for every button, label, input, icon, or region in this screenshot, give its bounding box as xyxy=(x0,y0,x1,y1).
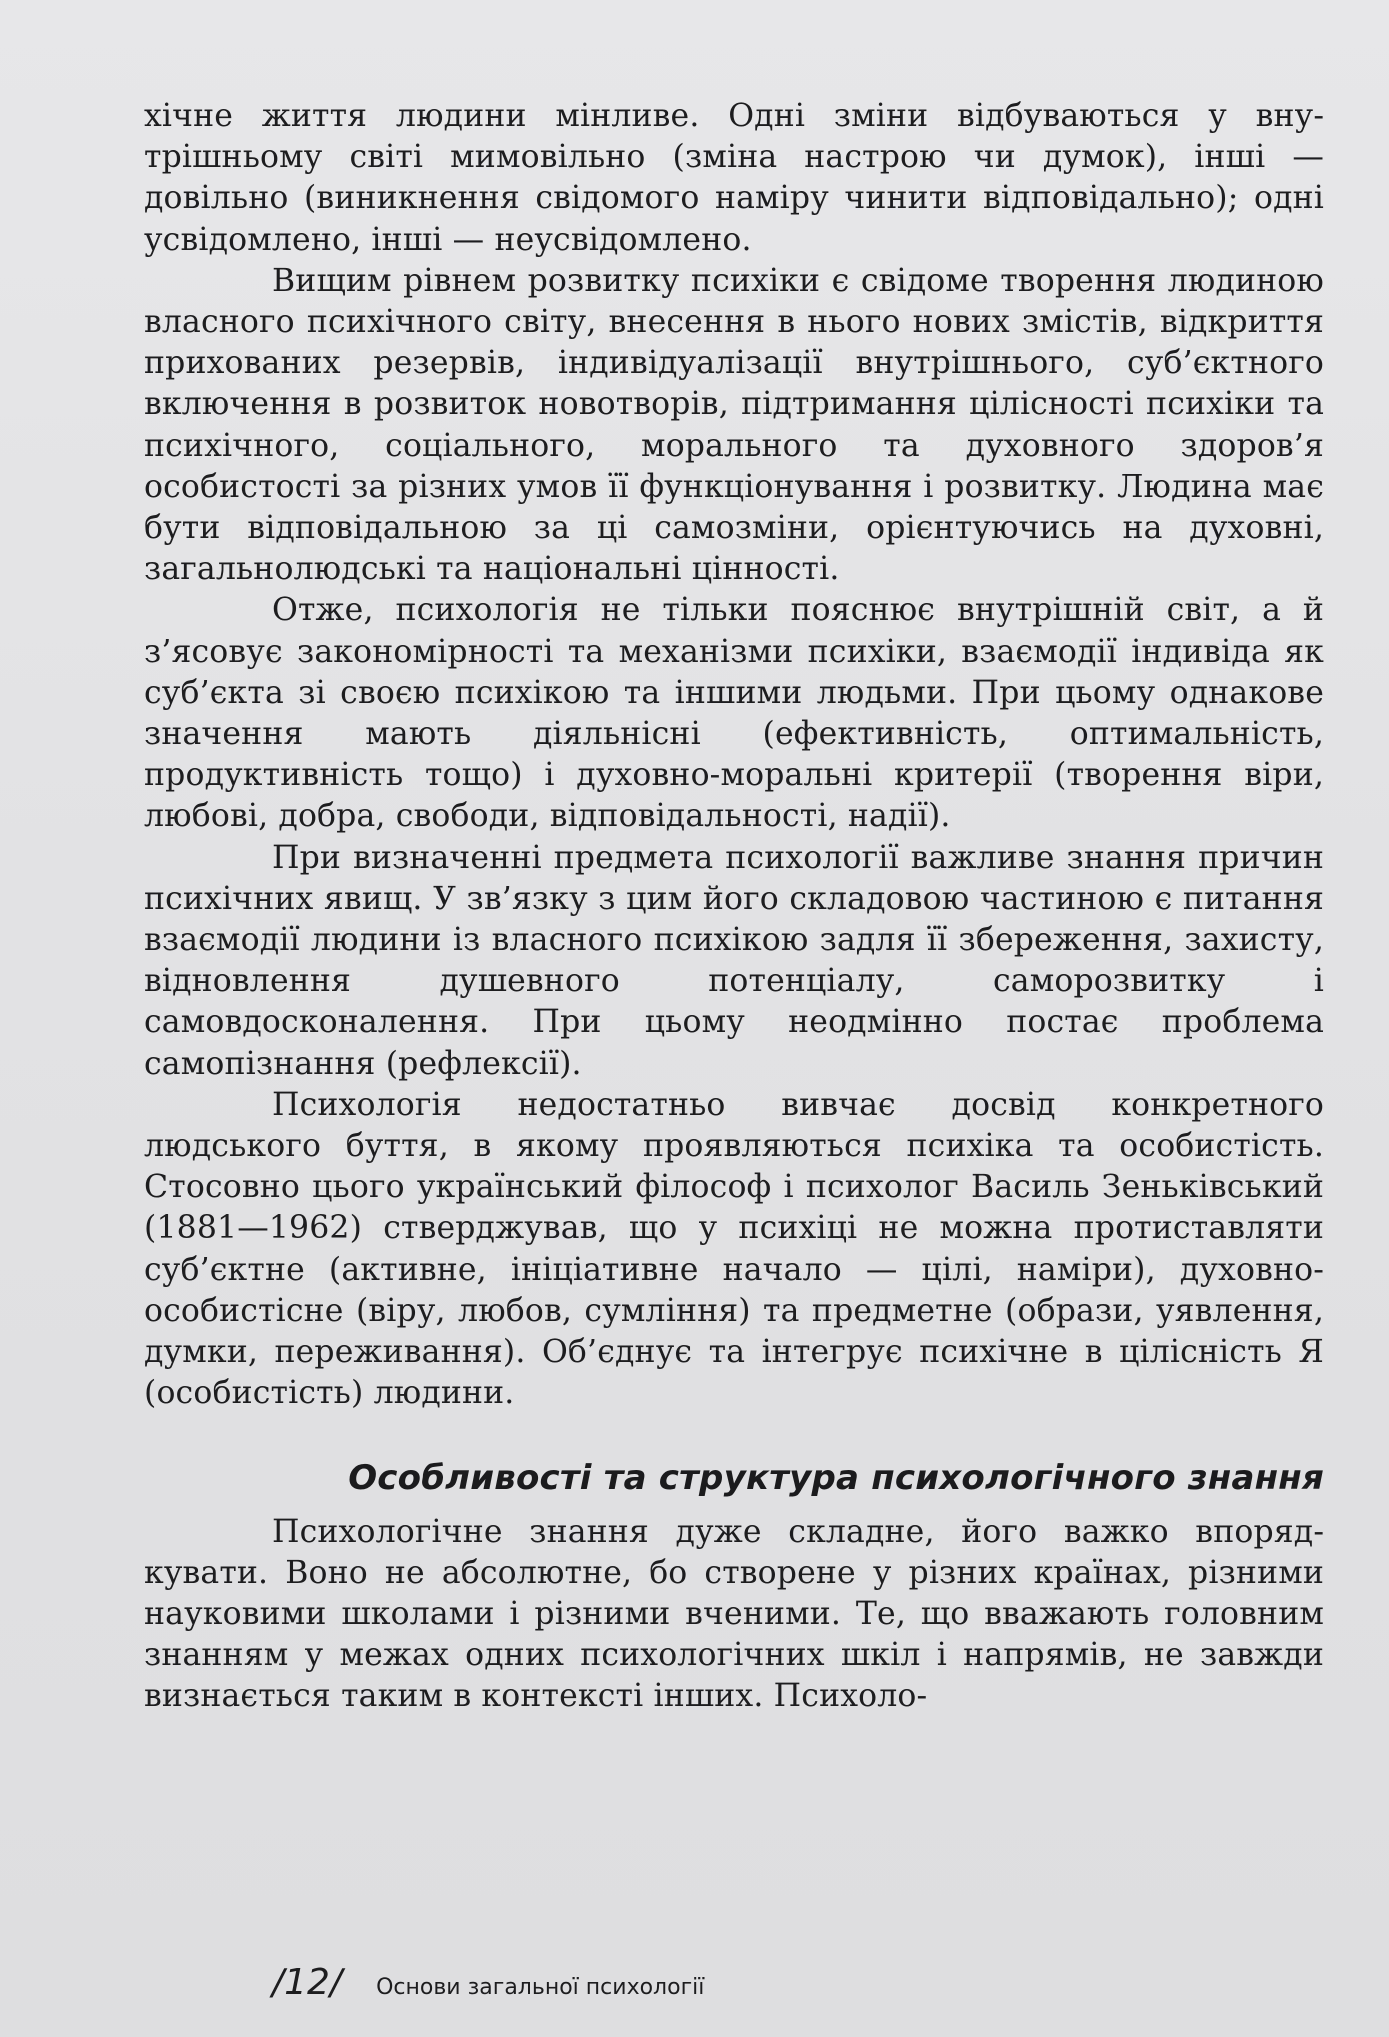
page-footer xyxy=(272,1962,704,2003)
section-paragraph: Психологічне знання дуже складне, його важко впорядкувати. Воно не абсолютне, бо створене у різних країнах, різними науковими школами і різними вченими. Те, що вважають головним знанням у межах одних психологічних шкіл і напрямів, не завжди визнається таким в контексті інших. Психоло- xyxy=(144,1513,1324,1715)
body-paragraph-1: хічне життя людини мінливе. Одні зміни відбуваються у внутрішньому світі мимовільно (зміна настрою чи думок), інші — довільно (виникнення свідомого наміру чинити відповідально); одні усвідомлено, інші — неусвідомлено. xyxy=(144,98,1324,258)
book-page-content xyxy=(144,96,1324,1718)
section-heading: Особливості та структура психологічного знання xyxy=(348,1457,1324,1498)
body-paragraph-2: Вищим рівнем розвитку психіки є свідоме творення людиною власного психічного світу, внесення в нього нових змістів, відкриття прихованих резервів, індивідуалізації внутрішнього, суб’єктного включення в розвиток новотворів, підтримання цілісності психіки та психічного, соціального, морального та духовного здоров’я особистості за різних умов її функціонування і розвитку. Людина має бути відповідальною за ці самозміни, орієнтуючись на духовні, загальнолюдські та національні цінності. xyxy=(144,262,1324,588)
body-paragraph-5: Психологія недостатньо вивчає досвід конкретного людського буття, в якому проявляються психіка та особистість. Стосовно цього український філософ і психолог Василь Зеньківський (1881—1962) стверджував, що у психіці не можна протиставляти суб’єктне (активне, ініціативне начало — цілі, наміри), духовно-особистісне (віру, любов, сумління) та предметне (образи, уявлення, думки, переживання). Об’єднує та інтегрує психічне в цілісність Я (особистість) людини. xyxy=(144,1086,1324,1412)
page-number: /12/ xyxy=(272,1962,343,2003)
body-paragraph-3: Отже, психологія не тільки пояснює внутрішній світ, а й з’ясовує закономірності та механізми психіки, взаємодії індивіда як суб’єкта зі своєю психікою та іншими людьми. При цьому однакове значення мають діяльнісні (ефективність, оптимальність, продуктивність тощо) і духовно-моральні критерії (творення віри, любові, добра, свободи, відповідальності, надії). xyxy=(144,592,1324,835)
running-footer-title: Основи загальної психології xyxy=(376,1975,705,2000)
body-paragraph-4: При визначенні предмета психології важливе знання причин психічних явищ. У зв’язку з цим його складовою частиною є питання взаємодії людини із власного психікою задля її збереження, захисту, відновлення душевного потенціалу, саморозвитку і самовдосконалення. При цьому неодмінно постає проблема самопізнання (рефлексії). xyxy=(144,839,1324,1082)
